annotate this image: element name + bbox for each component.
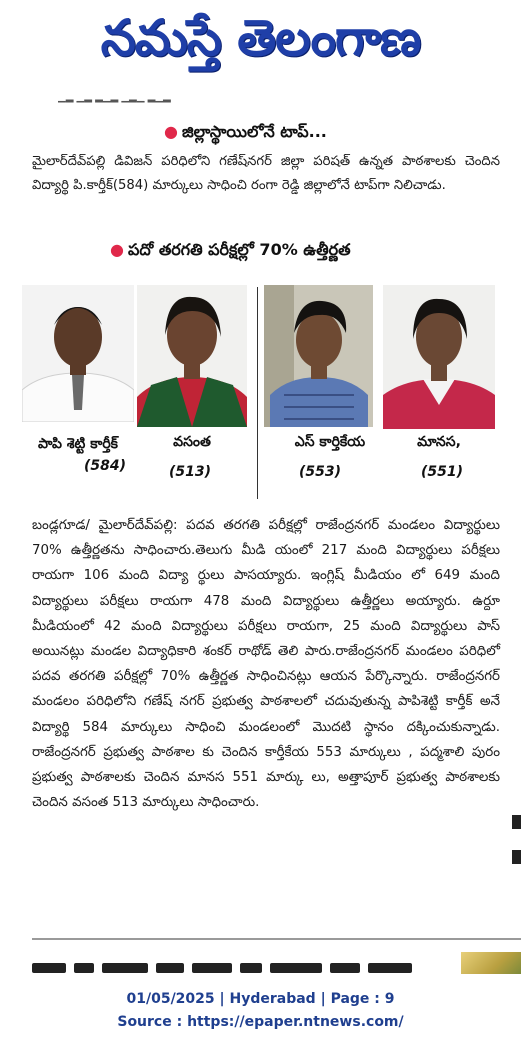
cropped-photo-fragment	[461, 952, 521, 974]
caption-vasantha-name: వసంత	[173, 434, 211, 450]
bullet-icon: ●	[164, 122, 178, 141]
article-paragraph-2: బండ్లగూడ/ మైలార్‌దేవ్‌పల్లి: పదవ తరగతి పరీక్షల్లో రాజేంద్రనగర్ మండలం విద్యార్థులు 70% ఉత్తీర్ణతను సాధించారు.తెలుగు మీడి యంలో 217 మంది విద్యార్థులు పరీక్షలు రాయగా 106 మంది విద్యా ర్థులు పాసయ్యారు. ఇంగ్లిష్ మీడియం లో 649 మంది విద్యార్థులు పరీక్షలు రాయగా 478 మంది విద్యార్థులు ఉత్తీర్ణలు అయ్యారు. ఉర్దూ మీడియంలో 42 మంది విద్యార్థులు పరీక్షలు రాయగా, 25 మంది విద్యార్థులు పాస్ అయినట్లు మండల విద్యాధికారి శంకర్ రాథోడ్ తెలి పారు.రాజేంద్రనగర్ మండలం పరిధిలో పదవ తరగతి పరీక్షల్లో 70% ఉత్తీర్ణత సాధించినట్లు ఆయన పేర్కొన్నారు. రాజేంద్రనగర్ మండలం పరిధిలోని గణేష్ నగర్ ప్రభుత్వ పాఠశాలలో చదువుతున్న పాపిశెట్టి కార్తీక్ అనే విద్యార్థి 584 మార్కులు సాధించి మండలంలో మొదటి స్థానం దక్కించుకున్నాడు. రాజేంద్రనగర్ ప్రభుత్వ పాఠశాల కు చెందిన కార్తీకేయ 553 మార్కులు , పద్మశాలి పురం ప్రభుత్వ పాఠశాలకు చెందిన మానస 551 మార్కు లు, అత్తాపూర్ ప్రభుత్వ పాఠశాలకు చెందిన వసంత 513 మార్కులు సాధించారు.	[32, 518, 500, 811]
masthead	[0, 0, 521, 80]
caption-manasa-name: మానస,	[417, 434, 461, 450]
subhead-district-top: ● జిల్లాస్థాయిలోనే టాప్...	[164, 122, 327, 141]
student-photo-karthik	[22, 285, 134, 422]
article-paragraph-1: మైలార్‌దేవ్‌పల్లి డివిజన్ పరిధిలోని గణేష్‌నగర్ జిల్లా పరిషత్ ఉన్నత పాఠశాలకు చెందిన విద్యార్థి పి.కార్తీక్(584) మార్కులు సాధించి రంగా రెడ్డి జిల్లాలోనే టాప్‌గా నిలిచాడు.	[32, 154, 500, 193]
student-photo-manasa	[383, 285, 495, 429]
newspaper-logo: నమస్తే తెలంగాణ	[100, 9, 421, 67]
adjacent-column-fragment	[512, 850, 521, 864]
student-photo-karthikeya	[264, 285, 373, 427]
caption-karthik-score: (584)	[83, 458, 127, 474]
cropped-text-fragment: ▁▂ ▁▂ ▂▁▂ ▁▂▁ ▂▁▂	[58, 93, 171, 103]
section-divider	[32, 938, 521, 940]
bullet-icon: ●	[110, 240, 124, 259]
footer-date-line: 01/05/2025 | Hyderabad | Page : 9	[126, 991, 395, 1007]
caption-karthikeya-name: ఎస్ కార్తికేయ	[294, 434, 366, 450]
caption-manasa-score: (551)	[420, 464, 464, 480]
photo-divider	[257, 287, 258, 499]
caption-karthik-name: పాపి శెట్టి కార్తీక్	[38, 436, 118, 452]
subhead-pass-percentage: ● పదో తరగతి పరీక్షల్లో 70% ఉత్తీర్ణత	[110, 240, 351, 259]
footer-source-line: Source : https://epaper.ntnews.com/	[117, 1014, 404, 1030]
adjacent-column-fragment	[512, 815, 521, 829]
caption-vasantha-score: (513)	[168, 464, 212, 480]
student-photo-vasantha	[137, 285, 247, 427]
cropped-next-headline	[32, 958, 452, 976]
caption-karthikeya-score: (553)	[298, 464, 342, 480]
